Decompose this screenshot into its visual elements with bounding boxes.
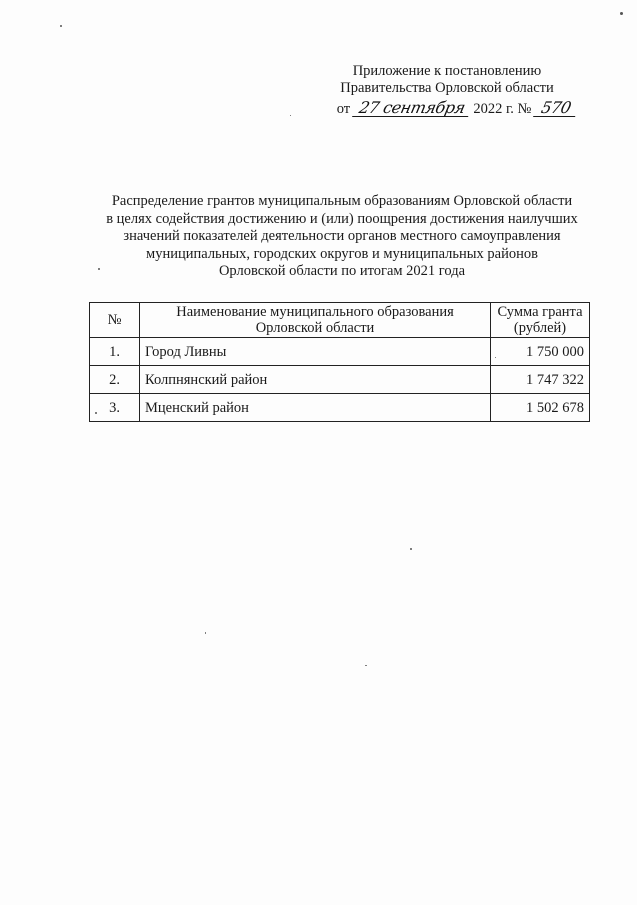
- table-header-row: [90, 303, 590, 338]
- row-number: 1.: [90, 338, 140, 366]
- table-row: [90, 338, 590, 366]
- row-number: 2.: [90, 366, 140, 394]
- row-name: Город Ливны: [140, 338, 491, 366]
- header-sum: [491, 303, 590, 338]
- header-name: [140, 303, 491, 338]
- title-line: Распределение грантов муниципальным образованиям Орловской области: [111, 193, 573, 209]
- table-row: [90, 366, 590, 394]
- grants-table: [89, 302, 590, 422]
- appendix-year-number-label: 2022 г. №: [473, 101, 532, 117]
- header-sum-line-1: Сумма гранта: [497, 304, 583, 320]
- appendix-line-1: Приложение к постановлению: [352, 63, 542, 79]
- header-name-line-2: Орловской области: [255, 320, 375, 336]
- row-sum: 1 502 678: [491, 394, 590, 422]
- appendix-line-2: Правительства Орловской области: [340, 80, 554, 96]
- row-number: 3.: [90, 394, 140, 422]
- scan-speck: [410, 548, 412, 550]
- scan-speck: [290, 115, 291, 116]
- scan-speck: [60, 25, 62, 27]
- row-name: Мценский район: [140, 394, 491, 422]
- appendix-block: [317, 63, 577, 118]
- scan-speck: [205, 632, 206, 634]
- title-line: муниципальных, городских округов и муниципальных районов: [146, 245, 538, 262]
- title-line: в целях содействия достижению и (или) поощрения достижения наилучших: [106, 210, 578, 227]
- scan-speck: [365, 665, 367, 666]
- handwritten-date: 27 сентября: [352, 99, 472, 117]
- scan-speck: [620, 12, 623, 15]
- title-line: значений показателей деятельности органов местного самоуправления: [123, 228, 561, 244]
- header-number: №: [90, 303, 140, 338]
- row-sum: 1 750 000: [491, 338, 590, 366]
- header-name-line-1: Наименование муниципального образования: [176, 304, 454, 320]
- title-line: Орловской области по итогам 2021 года: [218, 263, 466, 279]
- table-row: [90, 394, 590, 422]
- appendix-prefix-from: от: [336, 101, 351, 117]
- appendix-date-line: [317, 99, 577, 118]
- row-name: Колпнянский район: [140, 366, 491, 394]
- document-title: [80, 193, 604, 281]
- header-sum-line-2: (рублей): [513, 320, 567, 336]
- row-sum: 1 747 322: [491, 366, 590, 394]
- handwritten-number: 570: [533, 99, 579, 117]
